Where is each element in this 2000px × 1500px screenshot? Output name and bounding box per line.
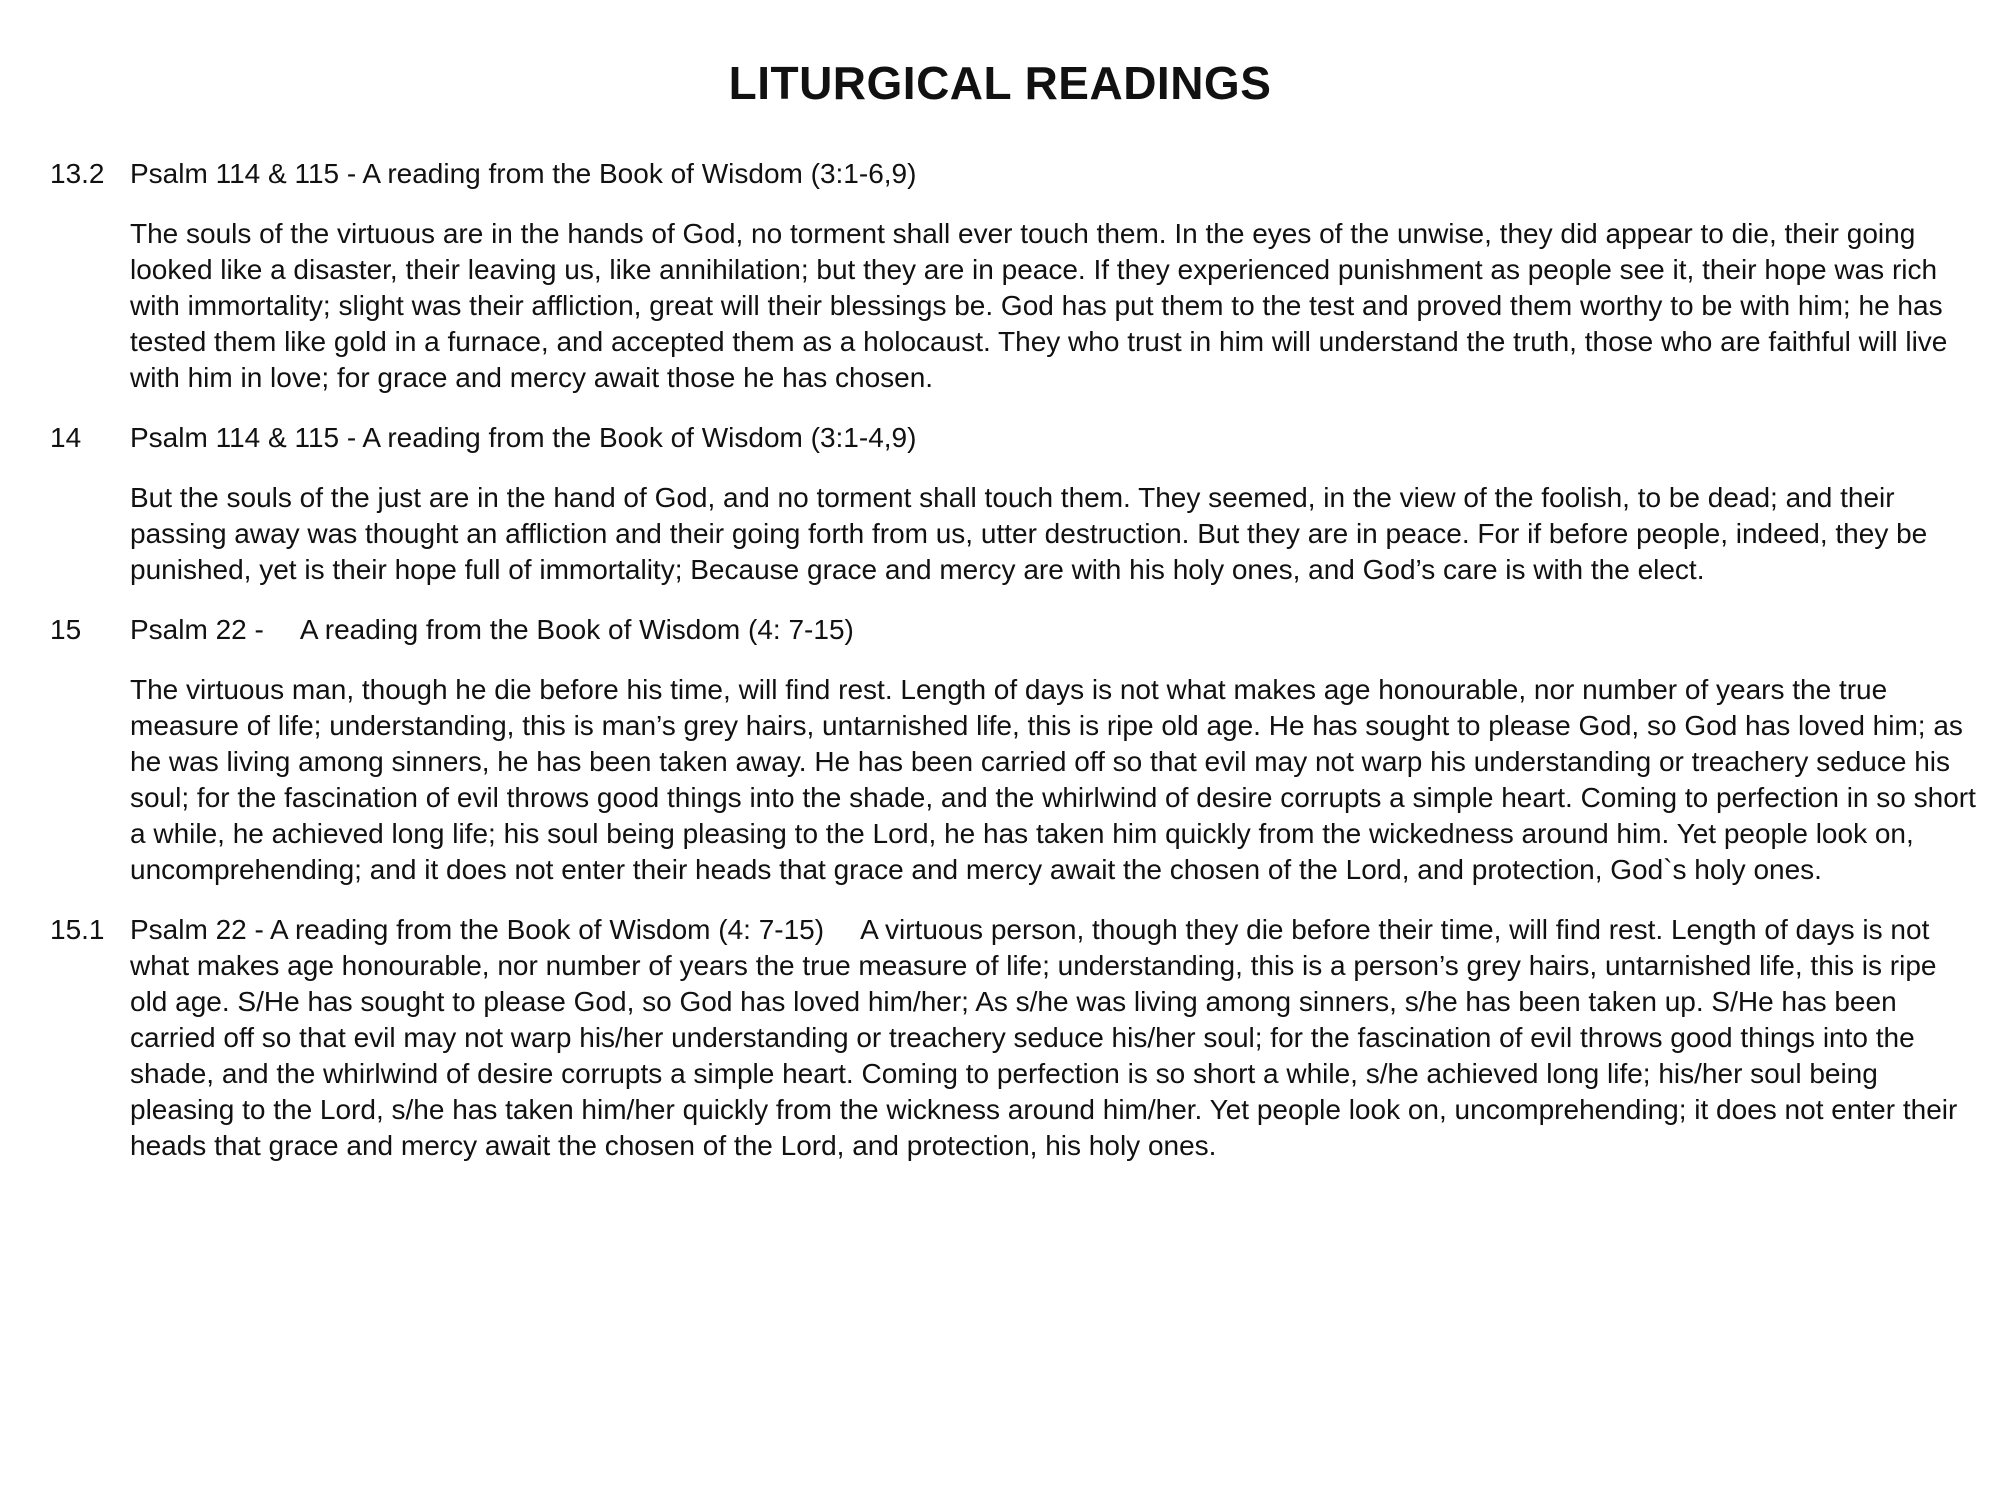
reading-heading [130, 612, 1980, 648]
reading-content [130, 420, 1980, 588]
reading-15-1 [50, 912, 1960, 1164]
reading-number: 15 [50, 614, 82, 645]
reading-14 [50, 420, 1960, 588]
reading-heading-psalm: Psalm 22 - [130, 614, 264, 645]
reading-content [130, 912, 1980, 1164]
reading-heading-and-body [130, 912, 1980, 1164]
reading-body: But the souls of the just are in the hand of God, and no torment shall touch them. They seemed, in the view of the foolish, to be dead; and their passing away was thought an affliction and their going forth from us, utter destruction. But they are in peace. For if before people, indeed, they be punished, yet is their hope full of immortality; Because grace and mercy are with his holy ones, and God’s care is with the elect. [130, 482, 1928, 585]
reading-heading: Psalm 114 & 115 - A reading from the Book of Wisdom (3:1-4,9) [130, 422, 917, 453]
reading-number: 15.1 [50, 914, 105, 945]
reading-body: A virtuous person, though they die before their time, will find rest. Length of days is not what makes age honourable, nor number of years the true measure of life; understanding, this is a person’s grey hairs, untarnished life, this is ripe old age. S/He has sought to please God, so God has loved him/her; As s/he was living among sinners, s/he has been taken up. S/He has been carried off so that evil may not warp his/her understanding or treachery seduce his/her soul; for the fascination of evil throws good things into the shade, and the whirlwind of desire corrupts a simple heart. Coming to perfection is so short a while, s/he achieved long life; his/her soul being pleasing to the Lord, s/he has taken him/her quickly from the wickness around him/her. Yet people look on, uncomprehending; it does not enter their heads that grace and mercy await the chosen of the Lord, and protection, his holy ones. [130, 914, 1958, 1161]
reading-body: The souls of the virtuous are in the hands of God, no torment shall ever touch them. In the eyes of the unwise, they did appear to die, their going looked like a disaster, their leaving us, like annihilation; but they are in peace. If they experienced punishment as people see it, their hope was rich with immortality; slight was their affliction, great will their blessings be. God has put them to the test and proved them worthy to be with him; he has tested them like gold in a furnace, and accepted them as a holocaust. They who trust in him will understand the truth, those who are faithful will live with him in love; for grace and mercy await those he has chosen. [130, 218, 1948, 393]
reading-number: 14 [50, 422, 82, 453]
reading-number: 13.2 [50, 158, 105, 189]
reading-heading: Psalm 22 - A reading from the Book of Wisdom (4: 7-15) [130, 914, 825, 945]
reading-13-2 [50, 156, 1960, 396]
reading-content [130, 612, 1980, 888]
reading-body: The virtuous man, though he die before his time, will find rest. Length of days is not what makes age honourable, nor number of years the true measure of life; understanding, this is man’s grey hairs, untarnished life, this is ripe old age. He has sought to please God, so God has loved him; as he was living among sinners, he has been taken away. He has been carried off so that evil may not warp his understanding or treachery seduce his soul; for the fascination of evil throws good things into the shade, and the whirlwind of desire corrupts a simple heart. Coming to perfection in so short a while, he achieved long life; his soul being pleasing to the Lord, he has taken him quickly from the wickedness around him. Yet people look on, uncomprehending; and it does not enter their heads that grace and mercy await the chosen of the Lord, and protection, God`s holy ones. [130, 674, 1976, 885]
reading-15 [50, 612, 1976, 888]
reading-heading-source: A reading from the Book of Wisdom (4: 7-15) [299, 614, 854, 645]
reading-content [130, 156, 1980, 396]
page-title: LITURGICAL READINGS [728, 57, 1272, 109]
reading-heading: Psalm 114 & 115 - A reading from the Book of Wisdom (3:1-6,9) [130, 158, 917, 189]
